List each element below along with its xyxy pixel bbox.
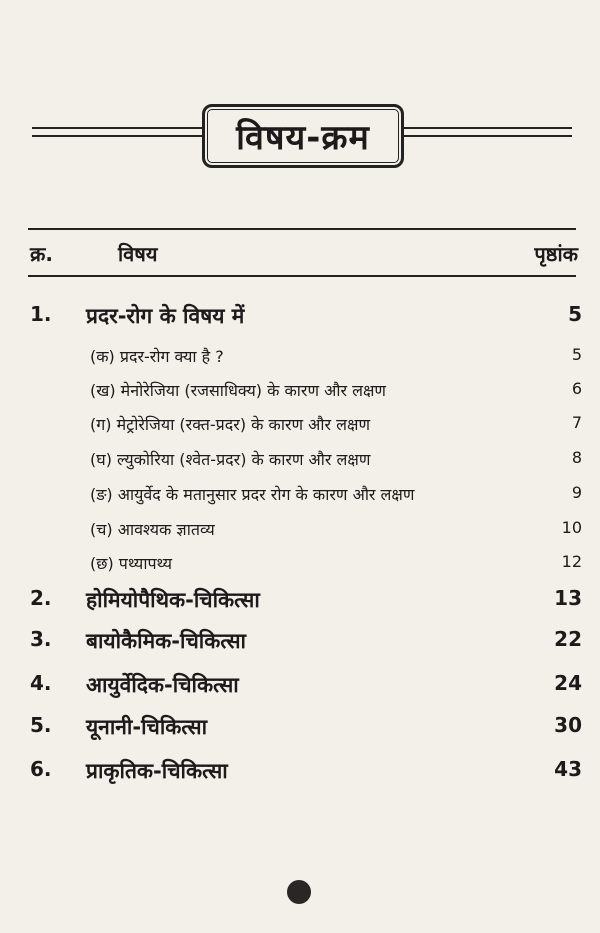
- entry-title: प्राकृतिक-चिकित्सा: [86, 759, 228, 783]
- subentry-title: (घ) ल्युकोरिया (श्वेत-प्रदर) के कारण और लक्षण: [90, 450, 371, 469]
- subentry-title: (ख) मेनोरेजिया (रजसाधिक्य) के कारण और लक्षण: [90, 381, 386, 400]
- header-serial: क्र.: [30, 242, 53, 266]
- subentry-page: 10: [561, 518, 582, 537]
- subentry-title: (ङ) आयुर्वेद के मतानुसार प्रदर रोग के कारण और लक्षण: [90, 485, 415, 504]
- entry-number: 6.: [30, 757, 52, 781]
- subentry-title: (ग) मेट्रोरेजिया (रक्त-प्रदर) के कारण और लक्षण: [90, 415, 371, 434]
- subentry-page: 12: [561, 552, 582, 571]
- header-rule-top: [28, 228, 576, 230]
- entry-title: आयुर्वेदिक-चिकित्सा: [86, 673, 239, 697]
- entry-number: 4.: [30, 671, 52, 695]
- entry-page: 22: [554, 627, 582, 651]
- page-title: [202, 104, 404, 168]
- page-ornament-dot: [287, 880, 311, 904]
- header-subject: विषय: [118, 242, 158, 266]
- entry-number: 3.: [30, 627, 52, 651]
- entry-number: 5.: [30, 713, 52, 737]
- entry-page: 5: [568, 302, 582, 326]
- subentry-page: 9: [571, 483, 582, 502]
- header-rule-bottom: [28, 275, 576, 277]
- subentry-page: 5: [571, 345, 582, 364]
- subentry-page: 6: [571, 379, 582, 398]
- entry-title: यूनानी-चिकित्सा: [86, 715, 208, 739]
- subentry-title: (छ) पथ्यापथ्य: [90, 554, 173, 573]
- entry-page: 30: [554, 713, 582, 737]
- entry-page: 24: [554, 671, 582, 695]
- entry-page: 43: [554, 757, 582, 781]
- entry-number: 2.: [30, 586, 52, 610]
- entry-title: बायोकैमिक-चिकित्सा: [86, 629, 246, 653]
- entry-title: होमियोपैथिक-चिकित्सा: [86, 588, 260, 612]
- subentry-page: 8: [571, 448, 582, 467]
- entry-page: 13: [554, 586, 582, 610]
- subentry-title: (क) प्रदर-रोग क्या है ?: [90, 347, 224, 366]
- page-title-text: विषय-क्रम: [236, 118, 370, 158]
- header-page: पृष्ठांक: [534, 242, 578, 266]
- entry-number: 1.: [30, 302, 52, 326]
- subentry-page: 7: [571, 413, 582, 432]
- entry-title: प्रदर-रोग के विषय में: [86, 304, 245, 328]
- subentry-title: (च) आवश्यक ज्ञातव्य: [90, 520, 215, 539]
